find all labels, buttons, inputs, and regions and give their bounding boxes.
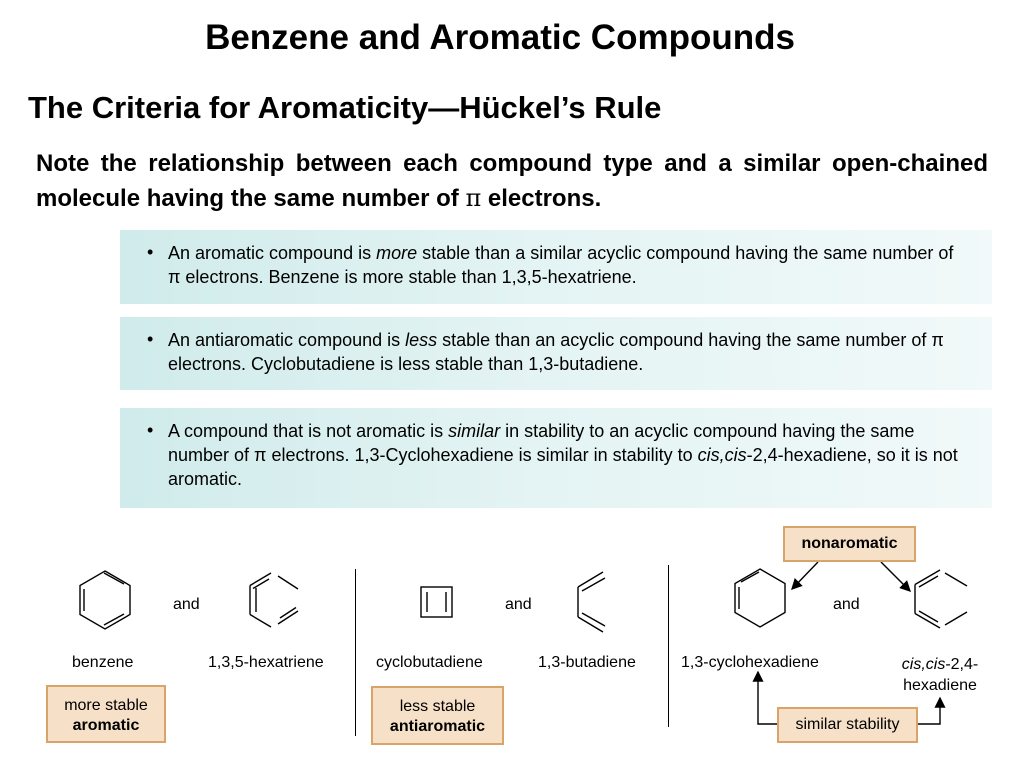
emphasis-cis-cis: cis,cis bbox=[697, 445, 747, 465]
cyclobutadiene-label: cyclobutadiene bbox=[376, 654, 483, 671]
slide-title: Benzene and Aromatic Compounds bbox=[205, 18, 795, 57]
butadiene-label: 1,3-butadiene bbox=[538, 654, 636, 671]
emphasis-similar: similar bbox=[448, 421, 501, 441]
text-segment: An antiaromatic compound is bbox=[168, 330, 406, 350]
hexatriene-label: 1,3,5-hexatriene bbox=[208, 654, 324, 671]
antiaromatic-box bbox=[371, 686, 504, 745]
aromatic-label: aromatic bbox=[72, 717, 140, 734]
text-segment: An aromatic compound is bbox=[168, 243, 377, 263]
similar-stability-box: similar stability bbox=[777, 707, 918, 743]
nonaromatic-box: nonaromatic bbox=[783, 526, 916, 562]
slide-subtitle: The Criteria for Aromaticity—Hückel’s Rule bbox=[28, 90, 662, 125]
hexadiene-label bbox=[889, 654, 991, 696]
text-segment: stable than an acyclic compound having the same number of π electrons. Cyclobutadiene is less stable than 1,3-butadiene. bbox=[168, 330, 944, 374]
divider-line bbox=[355, 569, 356, 736]
emphasis-less: less bbox=[405, 330, 438, 350]
cis-cis-prefix: cis,cis bbox=[901, 656, 946, 673]
text-segment: -2,4-hexadiene, so it is not aromatic. bbox=[168, 445, 958, 489]
hexadiene-label-part: hexadiene bbox=[903, 677, 977, 694]
hexadiene-structure bbox=[915, 570, 967, 628]
antiaromatic-label: antiaromatic bbox=[389, 718, 486, 735]
bullet: • bbox=[147, 329, 154, 349]
pi-symbol: π bbox=[465, 184, 482, 212]
cyclobutadiene-structure bbox=[421, 587, 452, 617]
note-text-part1: Note the relationship between each compound type and a similar open-chained molecule having the same number of bbox=[36, 150, 988, 212]
cyclohexadiene-structure bbox=[735, 569, 785, 627]
text-segment: in stability to an acyclic compound having the same number of π electrons. 1,3-Cyclohexadiene is similar in stability to bbox=[168, 421, 915, 465]
and-label: and bbox=[505, 596, 532, 613]
text-segment: A compound that is not aromatic is bbox=[168, 421, 449, 441]
benzene-label: benzene bbox=[72, 654, 134, 671]
cyclohexadiene-label: 1,3-cyclohexadiene bbox=[681, 654, 819, 671]
and-label: and bbox=[173, 596, 200, 613]
divider-line bbox=[668, 565, 669, 727]
aromatic-box bbox=[46, 685, 166, 743]
less-stable-label: less stable bbox=[399, 698, 476, 715]
benzene-structure bbox=[80, 571, 130, 629]
hexatriene-structure bbox=[250, 573, 298, 627]
emphasis-more: more bbox=[376, 243, 418, 263]
note-text-part2: electrons. bbox=[481, 185, 602, 212]
bullet: • bbox=[147, 420, 154, 440]
text-segment: stable than a similar acyclic compound having the same number of π electrons. Benzene is more stable than 1,3,5-hexatriene. bbox=[168, 243, 954, 287]
bullet: • bbox=[147, 242, 154, 262]
hexadiene-label-part: -2,4- bbox=[945, 656, 979, 673]
butadiene-structure bbox=[578, 572, 605, 632]
more-stable-label: more stable bbox=[64, 697, 148, 714]
and-label: and bbox=[833, 596, 860, 613]
